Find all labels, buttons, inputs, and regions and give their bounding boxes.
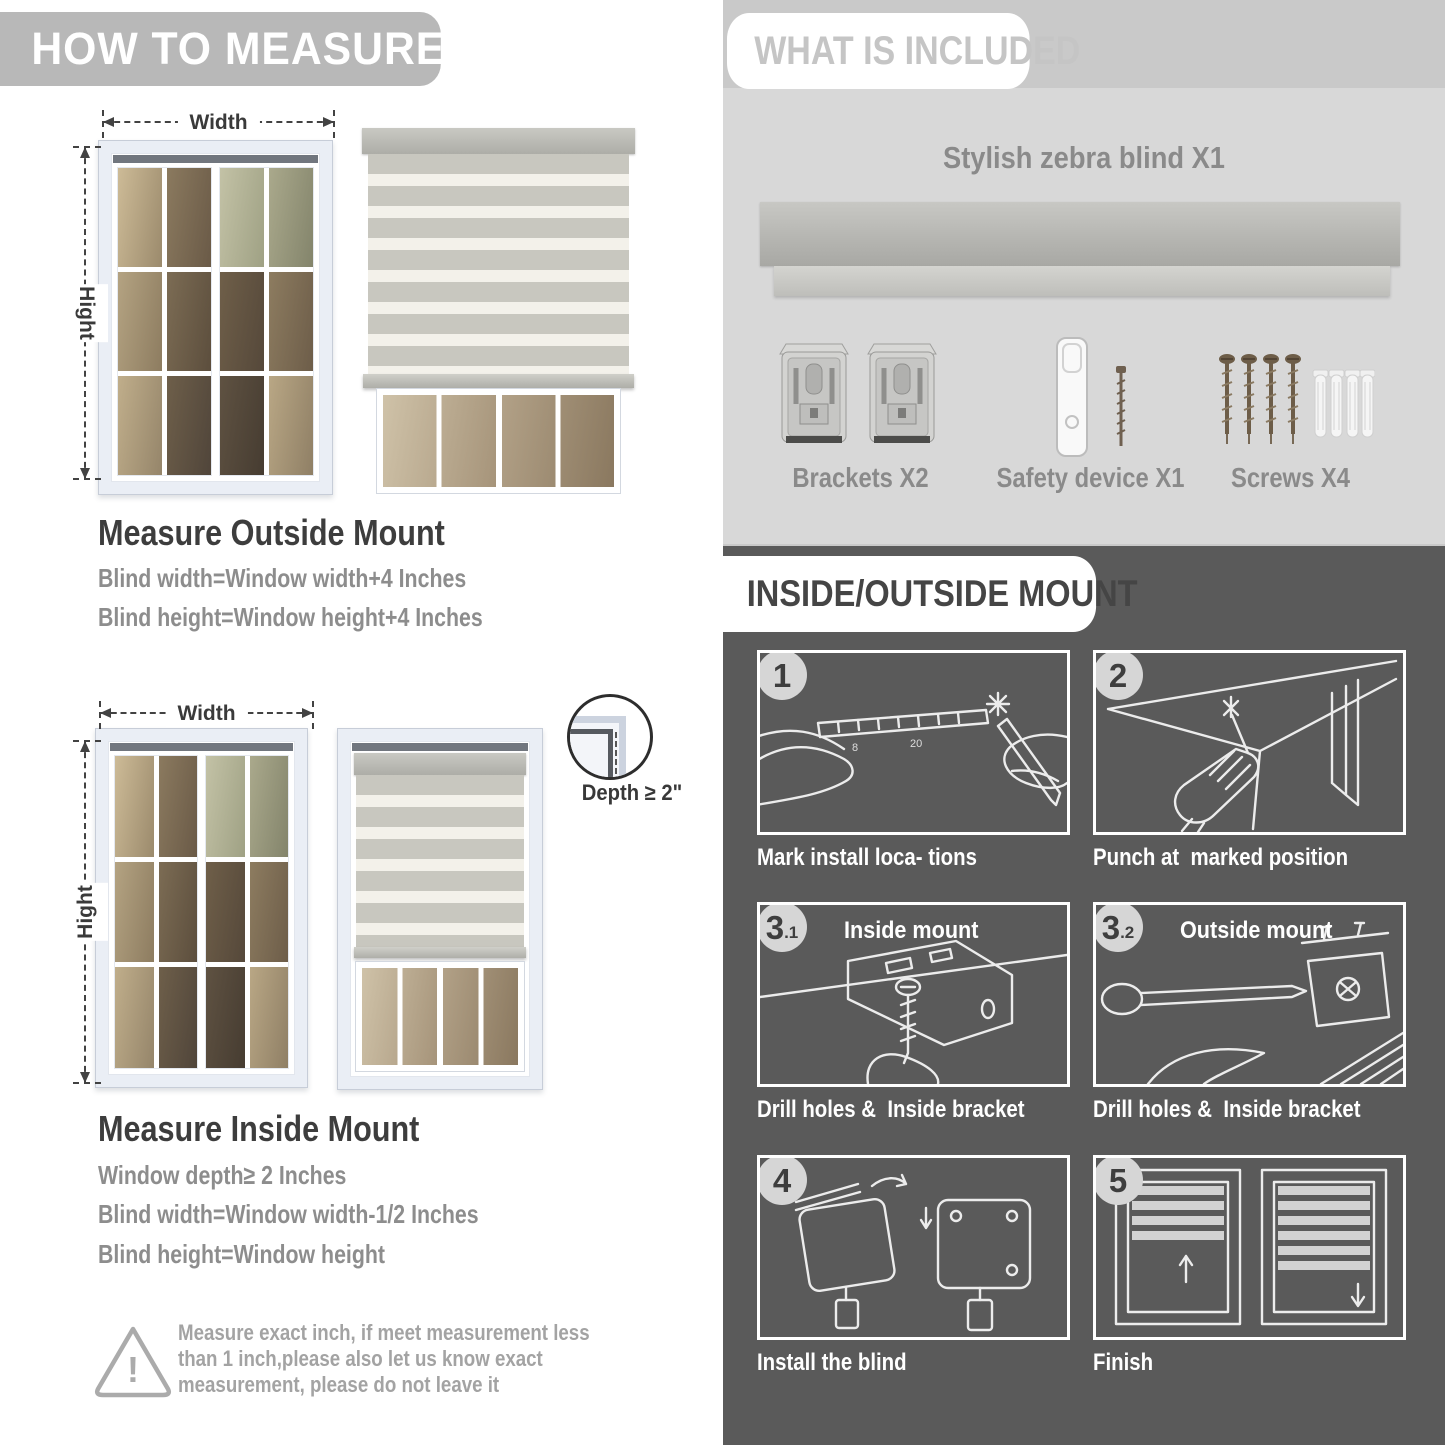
step-caption: Drill holes & Inside bracket: [1093, 1096, 1361, 1123]
step-1: [757, 650, 1070, 872]
brackets-label: Brackets X2: [792, 462, 929, 493]
step-3-2: [1093, 902, 1406, 1124]
inside-mount-window-illustration: [95, 728, 308, 1088]
screws-image: [1215, 348, 1375, 452]
height-arrow-outside: [75, 148, 98, 478]
outside-mount-title: Measure Outside Mount: [98, 512, 445, 553]
step-4: [757, 1155, 1070, 1377]
height-arrow-inside: [74, 742, 97, 1082]
blind-headrail-image: [760, 202, 1400, 266]
step-mount-type-label: Inside mount: [844, 917, 979, 944]
outside-mount-line-1: Blind width=Window width+4 Inches: [98, 563, 467, 593]
step-badge: 2: [1093, 650, 1143, 700]
width-label: Width: [165, 701, 247, 727]
depth-detail-circle: [567, 694, 653, 780]
step-3-1-illustration: [757, 902, 1070, 1087]
window-top-shadow: [110, 743, 293, 751]
step-4-illustration: [757, 1155, 1070, 1340]
what-is-included-section: [723, 0, 1445, 546]
window-top-shadow: [352, 743, 528, 751]
outside-mount-line-2: Blind height=Window height+4 Inches: [98, 602, 483, 632]
step-caption: Punch at marked position: [1093, 844, 1349, 871]
step-badge: 4: [757, 1155, 807, 1205]
depth-label: Depth ≥ 2": [581, 780, 683, 805]
blind-headrail-lip: [774, 266, 1390, 296]
step-caption: Drill holes & Inside bracket: [757, 1096, 1025, 1123]
step-5-illustration: [1093, 1155, 1406, 1340]
step-2-illustration: [1093, 650, 1406, 835]
safety-device-label: Safety device X1: [996, 462, 1185, 493]
svg-text:8: 8: [852, 742, 859, 754]
mount-guide-section: [723, 546, 1445, 1445]
step-1-illustration: [757, 650, 1070, 835]
inside-mount-line-2: Blind width=Window width-1/2 Inches: [98, 1199, 479, 1229]
inside-mount-blind-illustration: [337, 728, 543, 1090]
screws-label: Screws X4: [1230, 462, 1351, 493]
step-caption: Mark install loca- tions: [757, 844, 977, 871]
step-5: [1093, 1155, 1406, 1377]
width-label: Width: [177, 110, 259, 136]
step-caption: Install the blind: [757, 1349, 907, 1376]
step-3-2-illustration: [1093, 902, 1406, 1087]
step-badge: 3 .2: [1093, 902, 1143, 952]
mount-guide-header: INSIDE/OUTSIDE MOUNT: [723, 556, 1096, 632]
width-arrow-inside: [101, 702, 312, 725]
step-caption: Finish: [1093, 1349, 1154, 1376]
svg-text:20: 20: [910, 738, 923, 750]
safety-device-image: [1035, 334, 1145, 462]
blind-item-label: Stylish zebra blind X1: [943, 140, 1225, 175]
outside-mount-window-illustration: [98, 140, 333, 495]
step-3-1: [757, 902, 1070, 1124]
step-mount-type-label: Outside mount: [1180, 917, 1333, 944]
step-badge: 5: [1093, 1155, 1143, 1205]
what-is-included-header: WHAT IS INCLUDED: [727, 13, 1030, 89]
inside-mount-line-3: Blind height=Window height: [98, 1239, 385, 1269]
step-badge: 1: [757, 650, 807, 700]
step-2: [1093, 650, 1406, 872]
brackets-image: [778, 342, 938, 457]
height-label: Hight: [64, 284, 108, 342]
step-badge: 3 .1: [757, 902, 807, 952]
inside-mount-line-1: Window depth≥ 2 Inches: [98, 1160, 347, 1190]
measure-warning-text: Measure exact inch, if meet measurement less than 1 inch,please also let us know exact measurement, please do not leave it: [178, 1320, 590, 1397]
window-top-shadow: [113, 155, 318, 163]
width-arrow-outside: [104, 111, 333, 134]
warning-icon: [90, 1322, 176, 1402]
inside-mount-title: Measure Inside Mount: [98, 1108, 420, 1149]
exclamation-glyph: !: [127, 1349, 139, 1390]
how-to-measure-header: HOW TO MEASURE: [0, 12, 441, 86]
height-label: Hight: [64, 883, 108, 941]
